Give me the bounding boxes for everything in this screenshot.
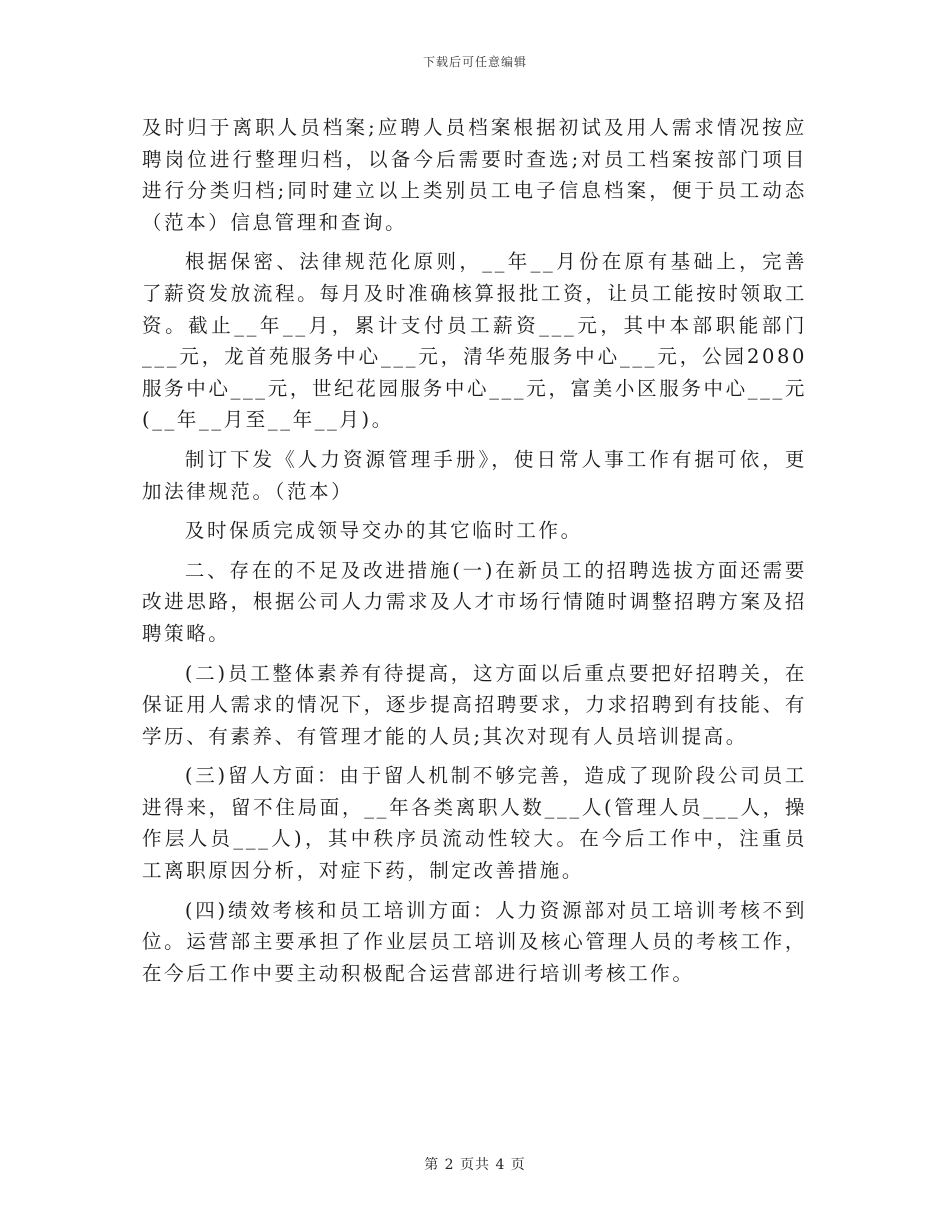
page-header: 下载后可任意编辑 xyxy=(422,55,527,69)
paragraph-hr-manual: 制订下发《人力资源管理手册》，使日常人事工作有据可依，更加法律规范。（范本） xyxy=(142,447,807,503)
paragraph-salary-process: 根据保密、法律规范化原则，__年__月份在原有基础上，完善了薪资发放流程。每月及时准确核算报批工资，让员工能按时领取工资。截止__年__月，累计支付员工薪资___元，其中本部职能部门___元，龙首苑服务中心___元，清华苑服务中心___元，公园2080服务中心___元，世纪花园服务中心___元，富美小区服务中心___元(__年__月至__年__月)。 xyxy=(142,250,807,432)
paragraph-staff-quality: (二)员工整体素养有待提高，这方面以后重点要把好招聘关，在保证用人需求的情况下，逐步提高招聘要求，力求招聘到有技能、有学历、有素养、有管理才能的人员;其次对现有人员培训提高。 xyxy=(142,661,807,748)
document-body xyxy=(142,112,807,997)
page-footer: 第 2 页共 4 页 xyxy=(424,1157,526,1173)
paragraph-performance-training: (四)绩效考核和员工培训方面：人力资源部对员工培训考核不到位。运营部主要承担了作业层员工培训及核心管理人员的考核工作，在今后工作中要主动积极配合运营部进行培训考核工作。 xyxy=(142,898,807,985)
paragraph-shortcomings-recruitment: 二、存在的不足及改进措施(一)在新员工的招聘选拔方面还需要改进思路，根据公司人力需求及人才市场行情随时调整招聘方案及招聘策略。 xyxy=(142,558,807,645)
paragraph-archive-filing: 及时归于离职人员档案;应聘人员档案根据初试及用人需求情况按应聘岗位进行整理归档，以备今后需要时查选;对员工档案按部门项目进行分类归档;同时建立以上类别员工电子信息档案，便于员工动态（范本）信息管理和查询。 xyxy=(142,116,807,234)
paragraph-temporary-work: 及时保质完成领导交办的其它临时工作。 xyxy=(184,519,583,543)
paragraph-retention: (三)留人方面：由于留人机制不够完善，造成了现阶段公司员工进得来，留不住局面，__年各类离职人数___人(管理人员___人，操作层人员___人)，其中秩序员流动性较大。在今后工作中，注重员工离职原因分析，对症下药，制定改善措施。 xyxy=(142,764,807,883)
